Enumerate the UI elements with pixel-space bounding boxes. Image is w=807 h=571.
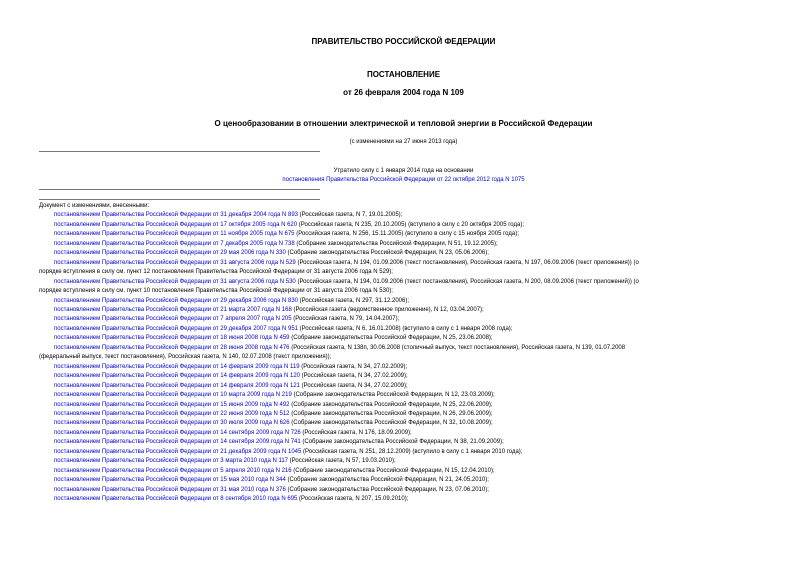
amendment-link[interactable]: постановлением Правительства Российской Федерации от 7 апреля 2007 года N 205: [54, 316, 292, 323]
divider-bottom: [39, 199, 320, 200]
repeal-text: Утратило силу с 1 января 2014 года на основании: [333, 168, 474, 174]
amendment-link[interactable]: постановлением Правительства Российской Федерации от 14 февраля 2009 года N 120: [54, 373, 300, 380]
amendment-link[interactable]: постановлением Правительства Российской Федерации от 14 сентября 2009 года N 726: [54, 429, 301, 436]
amendment-link[interactable]: постановлением Правительства Российской Федерации от 14 февраля 2009 года N 121: [54, 382, 300, 389]
change-line: [39, 363, 769, 372]
divider-top: [39, 151, 320, 152]
change-line: [39, 467, 769, 476]
change-line: [39, 268, 769, 277]
amendment-link[interactable]: постановлением Правительства Российской Федерации от 21 декабря 2009 года N 1045: [54, 448, 302, 455]
amendment-source: (федеральный выпуск, текст постановления), Российская газета, N 140, 02.07.2008 (текст приложения));: [39, 354, 332, 361]
amendment-source: (Собрание законодательства Российской Федерации, N 38, 21.09.2009);: [300, 439, 504, 446]
amendment-source: (Российская газета (ведомственное приложение), N 12, 03.04.2007);: [291, 306, 484, 313]
change-line: [39, 221, 769, 230]
amendment-link[interactable]: постановлением Правительства Российской Федерации от 31 августа 2006 года N 530: [54, 278, 296, 285]
amendment-source: (Российская газета, N 34, 27.02.2009);: [299, 363, 408, 370]
change-line: [39, 429, 769, 438]
change-line: [39, 315, 769, 324]
amendment-source: (Российская газета, N 256, 15.11.2005) (вступило в силу с 15 ноября 2005 года);: [294, 231, 519, 238]
amendment-link[interactable]: постановлением Правительства Российской Федерации от 31 августа 2006 года N 529: [54, 259, 296, 266]
amendment-link[interactable]: постановлением Правительства Российской Федерации от 7 декабря 2005 года N 738: [54, 240, 295, 247]
change-line: [39, 495, 769, 504]
amendment-link[interactable]: постановлением Правительства Российской Федерации от 5 апреля 2010 года N 216: [54, 467, 292, 474]
change-line: [39, 325, 769, 334]
amendment-link[interactable]: постановлением Правительства Российской Федерации от 3 марта 2010 года N 117: [54, 458, 289, 465]
changes-intro: Документ с изменениями, внесенными:: [39, 203, 150, 209]
amendment-source: (Собрание законодательства Российской Федерации, N 32, 10.08.2009);: [289, 420, 493, 427]
change-line: [39, 297, 769, 306]
amendment-source: порядке вступления в силу см. пункт 10 постановления Правительства Российской Федерации от 31 августа 2006 года N 530);: [39, 288, 393, 295]
amendment-source: (Российская газета, N 207, 15.09.2010);: [297, 496, 409, 503]
change-line: [39, 476, 769, 485]
amendment-source: (Российская газета, N 194, 01.09.2006 (текст постановления), Российская газета, N 197, 06.09.2006 (текст приложения)) (о: [295, 259, 639, 266]
change-line: [39, 230, 769, 239]
amendment-source: (Российская газета, N 194, 01.09.2006 (текст постановления), Российская газета, N 200, 08.09.2006 (текст приложений)) (о: [295, 278, 639, 285]
amendment-link[interactable]: постановлением Правительства Российской Федерации от 21 марта 2007 года N 168: [54, 306, 292, 313]
amendment-link[interactable]: постановлением Правительства Российской Федерации от 31 декабря 2004 года N 893: [54, 212, 298, 219]
change-line: [39, 448, 769, 457]
amendment-link[interactable]: постановлением Правительства Российской Федерации от 18 июня 2008 года N 459: [54, 335, 290, 342]
amendment-link[interactable]: постановлением Правительства Российской Федерации от 29 мая 2006 года N 330: [54, 250, 286, 257]
amendment-link[interactable]: постановлением Правительства Российской Федерации от 14 сентября 2009 года N 741: [54, 439, 301, 446]
government-heading: ПРАВИТЕЛЬСТВО РОССИЙСКОЙ ФЕДЕРАЦИИ: [311, 37, 496, 46]
divider-middle: [39, 189, 320, 190]
amendment-source: (Собрание законодательства Российской Федерации, N 51, 19.12.2005);: [294, 240, 498, 247]
amendment-note: (с изменениями на 27 июня 2013 года): [349, 139, 458, 145]
change-line: [39, 401, 769, 410]
amendment-link[interactable]: постановлением Правительства Российской Федерации от 11 ноября 2005 года N 675: [54, 231, 295, 238]
amendment-source: (Собрание законодательства Российской Федерации, N 25, 23.06.2008);: [289, 335, 493, 342]
change-line: [39, 382, 769, 391]
amendment-link[interactable]: постановлением Правительства Российской Федерации от 14 февраля 2009 года N 119: [54, 363, 300, 370]
amendment-source: (Российская газета, N 138п, 30.06.2008 (столичный выпуск, текст постановления), Российская газета, N 139, 01.07.2008: [289, 344, 626, 351]
amendment-source: (Российская газета, N 79, 14.04.2007);: [291, 316, 400, 323]
amendment-source: (Российская газета, N 297, 31.12.2006);: [298, 297, 409, 304]
change-line: [39, 410, 769, 419]
change-line: [39, 344, 769, 353]
change-line: [39, 372, 769, 381]
amendment-link[interactable]: постановлением Правительства Российской Федерации от 28 июня 2008 года N 476: [54, 344, 290, 351]
repeal-link[interactable]: постановления Правительства Российской Федерации от 22 октября 2012 года N 1075: [282, 177, 525, 183]
amendment-link[interactable]: постановлением Правительства Российской Федерации от 10 марта 2009 года N 219: [54, 392, 292, 399]
change-line: [39, 438, 769, 447]
document-title: О ценообразовании в отношении электрической и тепловой энергии в Российской Федерации: [214, 119, 593, 128]
change-line: [39, 259, 769, 268]
amendment-source: (Российская газета, N 176, 18.09.2009);: [300, 429, 412, 436]
changes-list: [39, 202, 769, 505]
amendment-link[interactable]: постановлением Правительства Российской Федерации от 22 июня 2009 года N 512: [54, 410, 290, 417]
change-line: [39, 391, 769, 400]
amendment-source: (Собрание законодательства Российской Федерации, N 15, 12.04.2010);: [291, 467, 495, 474]
change-line: [39, 287, 769, 296]
amendment-link[interactable]: постановлением Правительства Российской Федерации от 31 мая 2010 года N 376: [54, 486, 286, 493]
change-line: [39, 240, 769, 249]
amendment-link[interactable]: постановлением Правительства Российской Федерации от 15 мая 2010 года N 344: [54, 477, 286, 484]
amendment-link[interactable]: постановлением Правительства Российской Федерации от 8 сентября 2010 года N 695: [54, 496, 298, 503]
document-date: от 26 февраля 2004 года N 109: [343, 88, 464, 97]
amendment-source: (Российская газета, N 34, 27.02.2009);: [300, 382, 408, 389]
amendment-link[interactable]: постановлением Правительства Российской Федерации от 17 октября 2005 года N 620: [54, 221, 298, 228]
amendment-source: (Российская газета, N 7, 19.01.2005);: [298, 212, 403, 219]
amendment-source: (Российская газета, N 235, 20.10.2005) (вступило в силу с 20 октября 2005 года);: [297, 221, 525, 228]
amendment-source: (Российская газета, N 34, 27.02.2009);: [300, 373, 408, 380]
amendment-link[interactable]: постановлением Правительства Российской Федерации от 29 декабря 2006 года N 830: [54, 297, 298, 304]
repeal-notice: [0, 167, 807, 185]
change-line: [39, 211, 769, 220]
amendment-source: (Российская газета, N 251, 28.12.2009) (вступило в силу с 1 января 2010 года);: [301, 448, 523, 455]
change-line: [39, 419, 769, 428]
amendment-source: (Собрание законодательства Российской Федерации, N 26, 29.06.2009);: [289, 410, 493, 417]
change-line: [39, 306, 769, 315]
amendment-source: (Собрание законодательства Российской Федерации, N 21, 24.05.2010);: [285, 477, 489, 484]
amendment-source: (Собрание законодательства Российской Федерации, N 25, 22.06.2009);: [289, 401, 493, 408]
amendment-link[interactable]: постановлением Правительства Российской Федерации от 30 июля 2009 года N 626: [54, 420, 290, 427]
amendment-link[interactable]: постановлением Правительства Российской Федерации от 29 декабря 2007 года N 951: [54, 325, 298, 332]
change-line: [39, 249, 769, 258]
change-lines: [39, 211, 769, 504]
change-line: [39, 334, 769, 343]
amendment-link[interactable]: постановлением Правительства Российской Федерации от 15 июня 2009 года N 492: [54, 401, 290, 408]
amendment-source: (Российская газета, N 6, 16.01.2008) (вступило в силу с 1 января 2008 года);: [298, 325, 513, 332]
change-line: [39, 278, 769, 287]
amendment-source: (Собрание законодательства Российской Федерации, N 12, 23.03.2009);: [291, 392, 495, 399]
change-line: [39, 486, 769, 495]
change-line: [39, 457, 769, 466]
amendment-source: порядке вступления в силу см. пункт 12 постановления Правительства Российской Федерации от 31 августа 2006 года N 529);: [39, 269, 393, 276]
document-type: ПОСТАНОВЛЕНИЕ: [366, 70, 441, 79]
amendment-source: (Собрание законодательства Российской Федерации, N 23, 07.06.2010);: [285, 486, 489, 493]
amendment-source: (Российская газета, N 57, 19.03.2010);: [288, 458, 396, 465]
change-line: [39, 353, 769, 362]
amendment-source: (Собрание законодательства Российской Федерации, N 23, 05.06.2006);: [285, 250, 489, 257]
